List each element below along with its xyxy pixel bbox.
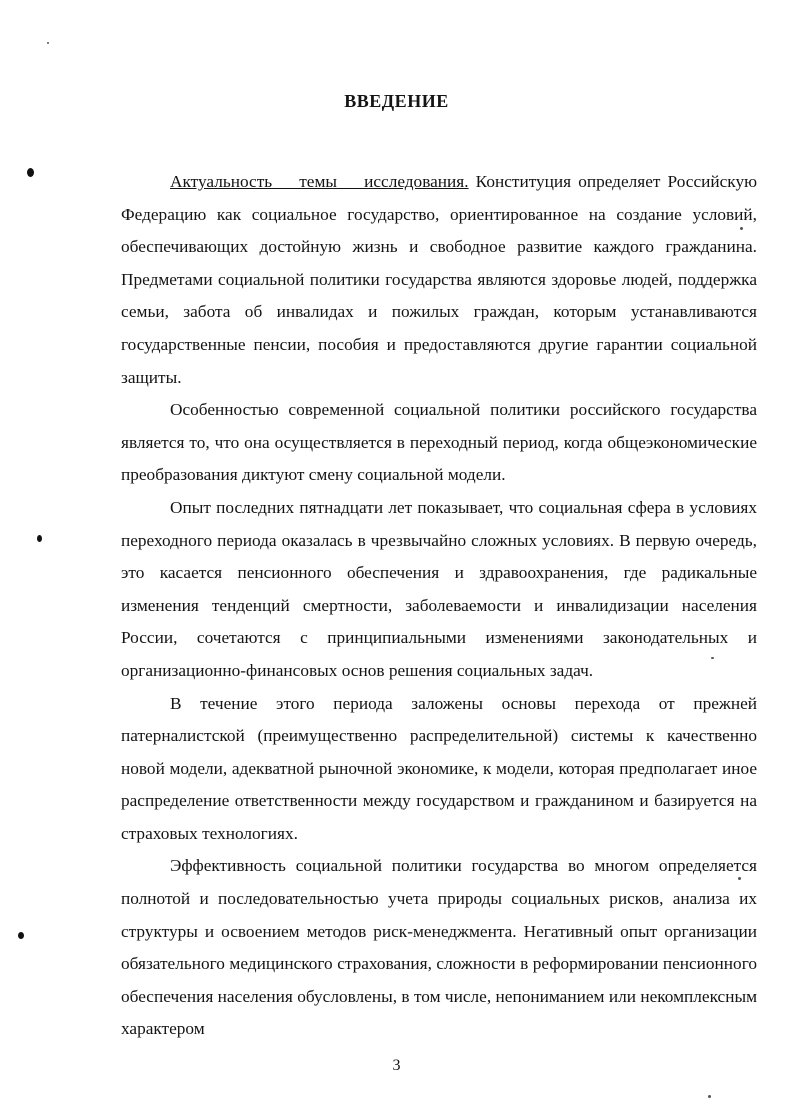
document-heading: ВВЕДЕНИЕ bbox=[344, 91, 449, 111]
paragraph-4: В течение этого периода заложены основы перехода от прежней патерналистской (преимущественно распределительной) системы к качественно новой модели, адекватной рыночной экономике, к модели, которая предполагает иное распределение ответственности между государством и гражданином и базируется на страховых технологиях. bbox=[121, 693, 757, 843]
scan-dot-mark bbox=[18, 932, 24, 939]
paragraph-5: Эффективность социальной политики государства во многом определяется полнотой и последовательностью учета природы социальных рисков, анализа их структуры и освоением методов риск-менеджмента. Негативный опыт организации обязательного медицинского страхования, сложности в реформировании пенсионного обеспечения населения обусловлены, в том числе, непониманием или некомплексным характером bbox=[121, 856, 757, 1039]
scan-speck bbox=[708, 1095, 711, 1098]
scan-speck bbox=[47, 42, 49, 44]
paragraph-lead-underlined: Актуальность темы исследования. bbox=[170, 172, 469, 191]
page-number: 3 bbox=[392, 1057, 401, 1074]
paragraph-3: Опыт последних пятнадцати лет показывает, что социальная сфера в условиях переходного периода оказалась в чрезвычайно сложных условиях. В первую очередь, это касается пенсионного обеспечения и здравоохранения, где радикальные изменения тенденций смертности, заболеваемости и инвалидизации населения России, сочетаются с принципиальными изменениями законодательных и организационно-финансовых основ решения социальных задач. bbox=[121, 497, 757, 680]
paragraph-1 bbox=[121, 166, 757, 394]
paragraph-text: Конституция определяет Российскую Федерацию как социальное государство, ориентированное на создание условий, обеспечивающих достойную жизнь и свободное развитие каждого гражданина. Предметами социальной политики государства являются здоровье людей, поддержка семьи, забота об инвалидах и пожилых граждан, которым устанавливаются государственные пенсии, пособия и предоставляются другие гарантии социальной защиты. bbox=[121, 172, 757, 387]
document-body bbox=[121, 166, 757, 1046]
scan-dot-mark bbox=[27, 168, 34, 177]
scan-dot-mark bbox=[37, 535, 42, 542]
paragraph-2: Особенностью современной социальной политики российского государства является то, что она осуществляется в переходный период, когда общеэкономические преобразования диктуют смену социальной модели. bbox=[121, 400, 757, 485]
